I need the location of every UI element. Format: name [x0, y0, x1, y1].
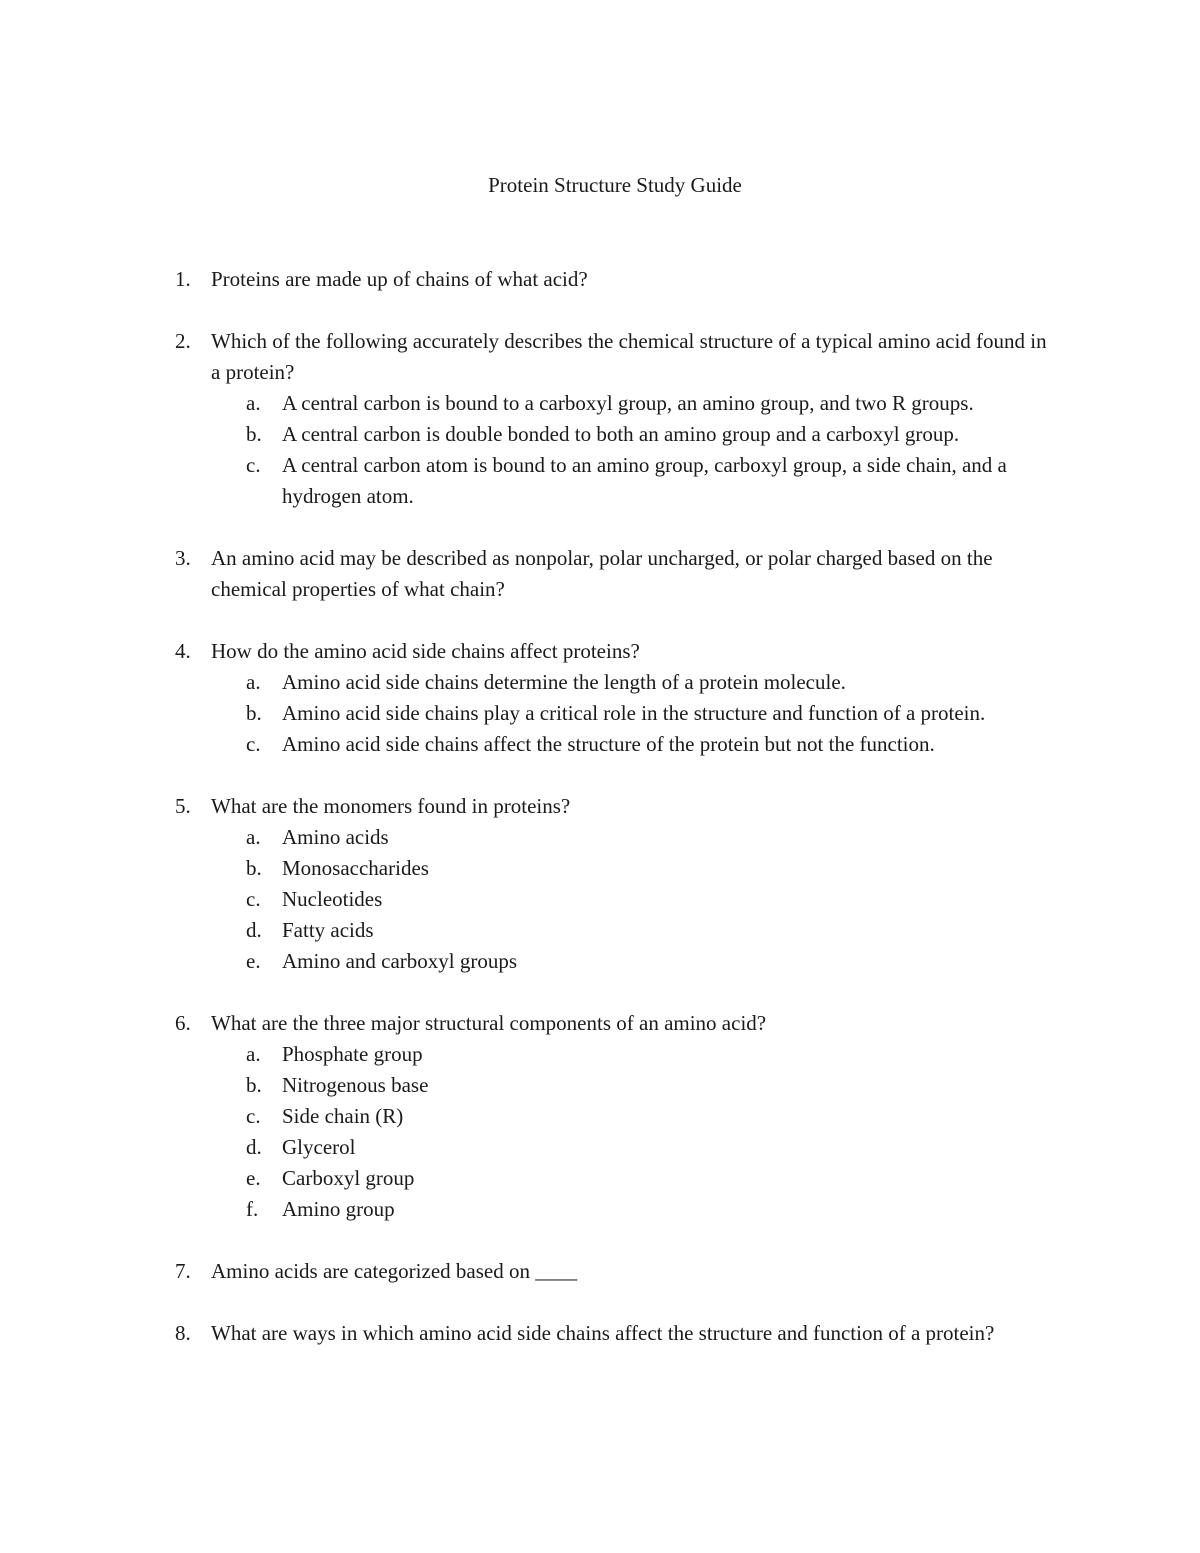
- question-list: [0, 264, 1200, 1380]
- option-text: Nitrogenous base: [282, 1073, 429, 1097]
- option-letter: a.: [246, 1042, 261, 1066]
- answer-options: [211, 1039, 1060, 1225]
- answer-option: [211, 822, 1060, 853]
- option-letter: a.: [246, 670, 261, 694]
- option-letter: d.: [246, 1135, 262, 1159]
- option-text: Phosphate group: [282, 1042, 423, 1066]
- answer-option: [211, 915, 1060, 946]
- option-letter: a.: [246, 825, 261, 849]
- option-letter: c.: [246, 1104, 261, 1128]
- question-item: [0, 791, 1200, 977]
- option-text: Amino and carboxyl groups: [282, 949, 518, 973]
- question-item: [0, 264, 1200, 295]
- answer-option: [211, 853, 1060, 884]
- option-text: Amino acid side chains determine the length of a protein molecule.: [282, 670, 846, 694]
- option-letter: b.: [246, 422, 262, 446]
- option-text: A central carbon is double bonded to both an amino group and a carboxyl group.: [282, 422, 960, 446]
- question-number: 3.: [175, 546, 191, 570]
- option-letter: c.: [246, 887, 261, 911]
- question-number: 8.: [175, 1321, 191, 1345]
- answer-option: [211, 450, 1060, 512]
- answer-option: [211, 729, 1060, 760]
- answer-option: [211, 1163, 1060, 1194]
- question-item: [0, 1008, 1200, 1225]
- question-number: 2.: [175, 329, 191, 353]
- option-text: Amino acid side chains play a critical role in the structure and function of a protein.: [282, 701, 986, 725]
- option-letter: d.: [246, 918, 262, 942]
- option-letter: e.: [246, 1166, 261, 1190]
- option-letter: f.: [246, 1197, 259, 1221]
- option-letter: e.: [246, 949, 261, 973]
- answer-option: [211, 698, 1060, 729]
- option-letter: b.: [246, 701, 262, 725]
- question-item: [0, 1256, 1200, 1287]
- question-number: 7.: [175, 1259, 191, 1283]
- question-number: 6.: [175, 1011, 191, 1035]
- option-text: Fatty acids: [282, 918, 374, 942]
- question-text: Amino acids are categorized based on ____: [211, 1259, 578, 1283]
- answer-options: [211, 388, 1060, 512]
- question-text: What are the three major structural components of an amino acid?: [211, 1011, 767, 1035]
- question-text: Which of the following accurately describes the chemical structure of a typical amino acid found in a protein?: [211, 329, 1047, 384]
- answer-option: [211, 1132, 1060, 1163]
- document-title: Protein Structure Study Guide: [488, 173, 742, 197]
- question-number: 1.: [175, 267, 191, 291]
- answer-option: [211, 667, 1060, 698]
- answer-option: [211, 1039, 1060, 1070]
- answer-option: [211, 419, 1060, 450]
- option-letter: c.: [246, 453, 261, 477]
- answer-option: [211, 1070, 1060, 1101]
- option-letter: b.: [246, 856, 262, 880]
- answer-option: [211, 1194, 1060, 1225]
- option-text: A central carbon is bound to a carboxyl group, an amino group, and two R groups.: [282, 391, 974, 415]
- answer-option: [211, 884, 1060, 915]
- question-item: [0, 1318, 1200, 1349]
- question-text: Proteins are made up of chains of what acid?: [211, 267, 588, 291]
- question-text: What are the monomers found in proteins?: [211, 794, 571, 818]
- question-number: 4.: [175, 639, 191, 663]
- question-text: What are ways in which amino acid side chains affect the structure and function of a protein?: [211, 1321, 995, 1345]
- question-number: 5.: [175, 794, 191, 818]
- option-text: Nucleotides: [282, 887, 383, 911]
- answer-options: [211, 667, 1060, 760]
- option-text: Side chain (R): [282, 1104, 404, 1128]
- option-letter: b.: [246, 1073, 262, 1097]
- option-text: A central carbon atom is bound to an amino group, carboxyl group, a side chain, and a hydrogen atom.: [282, 453, 1007, 508]
- option-text: Amino group: [282, 1197, 395, 1221]
- option-letter: a.: [246, 391, 261, 415]
- question-text: An amino acid may be described as nonpolar, polar uncharged, or polar charged based on the chemical properties of what chain?: [211, 546, 993, 601]
- answer-option: [211, 1101, 1060, 1132]
- answer-option: [211, 388, 1060, 419]
- option-text: Amino acids: [282, 825, 389, 849]
- option-text: Glycerol: [282, 1135, 356, 1159]
- answer-option: [211, 946, 1060, 977]
- option-text: Monosaccharides: [282, 856, 429, 880]
- option-letter: c.: [246, 732, 261, 756]
- option-text: Carboxyl group: [282, 1166, 415, 1190]
- option-text: Amino acid side chains affect the structure of the protein but not the function.: [282, 732, 935, 756]
- question-item: [0, 636, 1200, 760]
- question-item: [0, 326, 1200, 512]
- answer-options: [211, 822, 1060, 977]
- question-text: How do the amino acid side chains affect proteins?: [211, 639, 640, 663]
- question-item: [0, 543, 1200, 605]
